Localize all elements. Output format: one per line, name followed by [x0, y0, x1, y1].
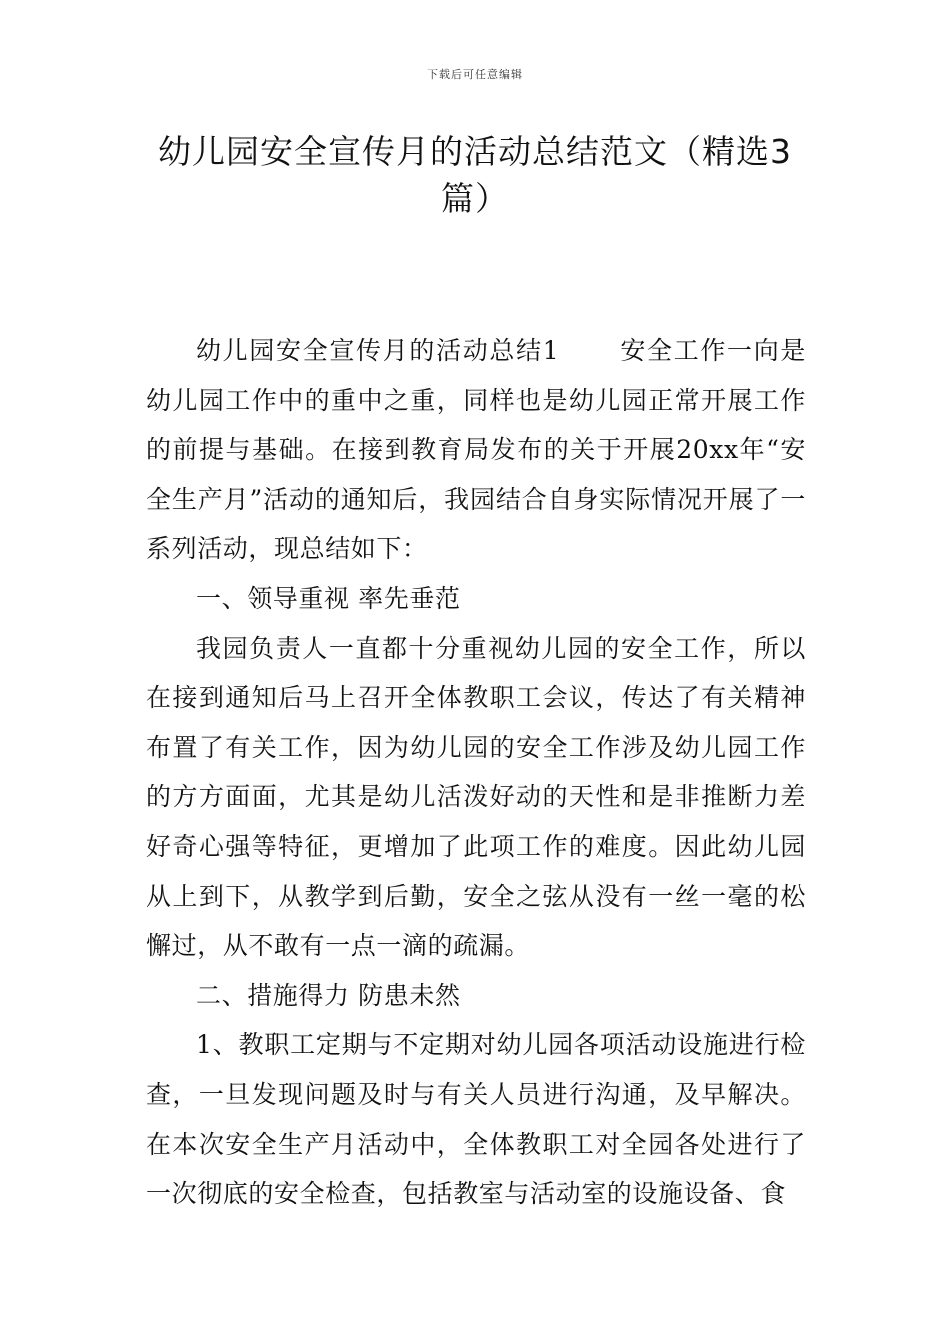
paragraph-intro: [146, 326, 806, 574]
section-heading-1: 一、领导重视 率先垂范: [196, 583, 461, 613]
document-body: [146, 326, 806, 1219]
document-title: 幼儿园安全宣传月的活动总结范文（精选3篇）: [158, 132, 792, 218]
paragraph-measures: 1、教职工定期与不定期对幼儿园各项活动设施进行检查，一旦发现问题及时与有关人员进行沟通，及早解决。在本次安全生产月活动中，全体教职工对全园各处进行了一次彻底的安全检查，包括教室与活动室的设施设备、食: [146, 1030, 806, 1209]
header-note: 下载后可任意编辑: [427, 68, 523, 81]
section-heading-2: 二、措施得力 防患未然: [196, 980, 461, 1010]
intro-heading: 幼儿园安全宣传月的活动总结1: [196, 336, 560, 365]
intro-text: 安全工作一向是幼儿园工作中的重中之重，同样也是幼儿园正常开展工作的前提与基础。在接到教育局发布的关于开展20xx年“安全生产月”活动的通知后，我园结合自身实际情况开展了一系列活动，现总结如下：: [146, 336, 807, 564]
paragraph-leadership: 我园负责人一直都十分重视幼儿园的安全工作，所以在接到通知后马上召开全体教职工会议，传达了有关精神布置了有关工作，因为幼儿园的安全工作涉及幼儿园工作的方方面面，尤其是幼儿活泼好动的天性和是非推断力差好奇心强等特征，更增加了此项工作的难度。因此幼儿园从上到下，从教学到后勤，安全之弦从没有一丝一毫的松懈过，从不敢有一点一滴的疏漏。: [146, 633, 806, 961]
